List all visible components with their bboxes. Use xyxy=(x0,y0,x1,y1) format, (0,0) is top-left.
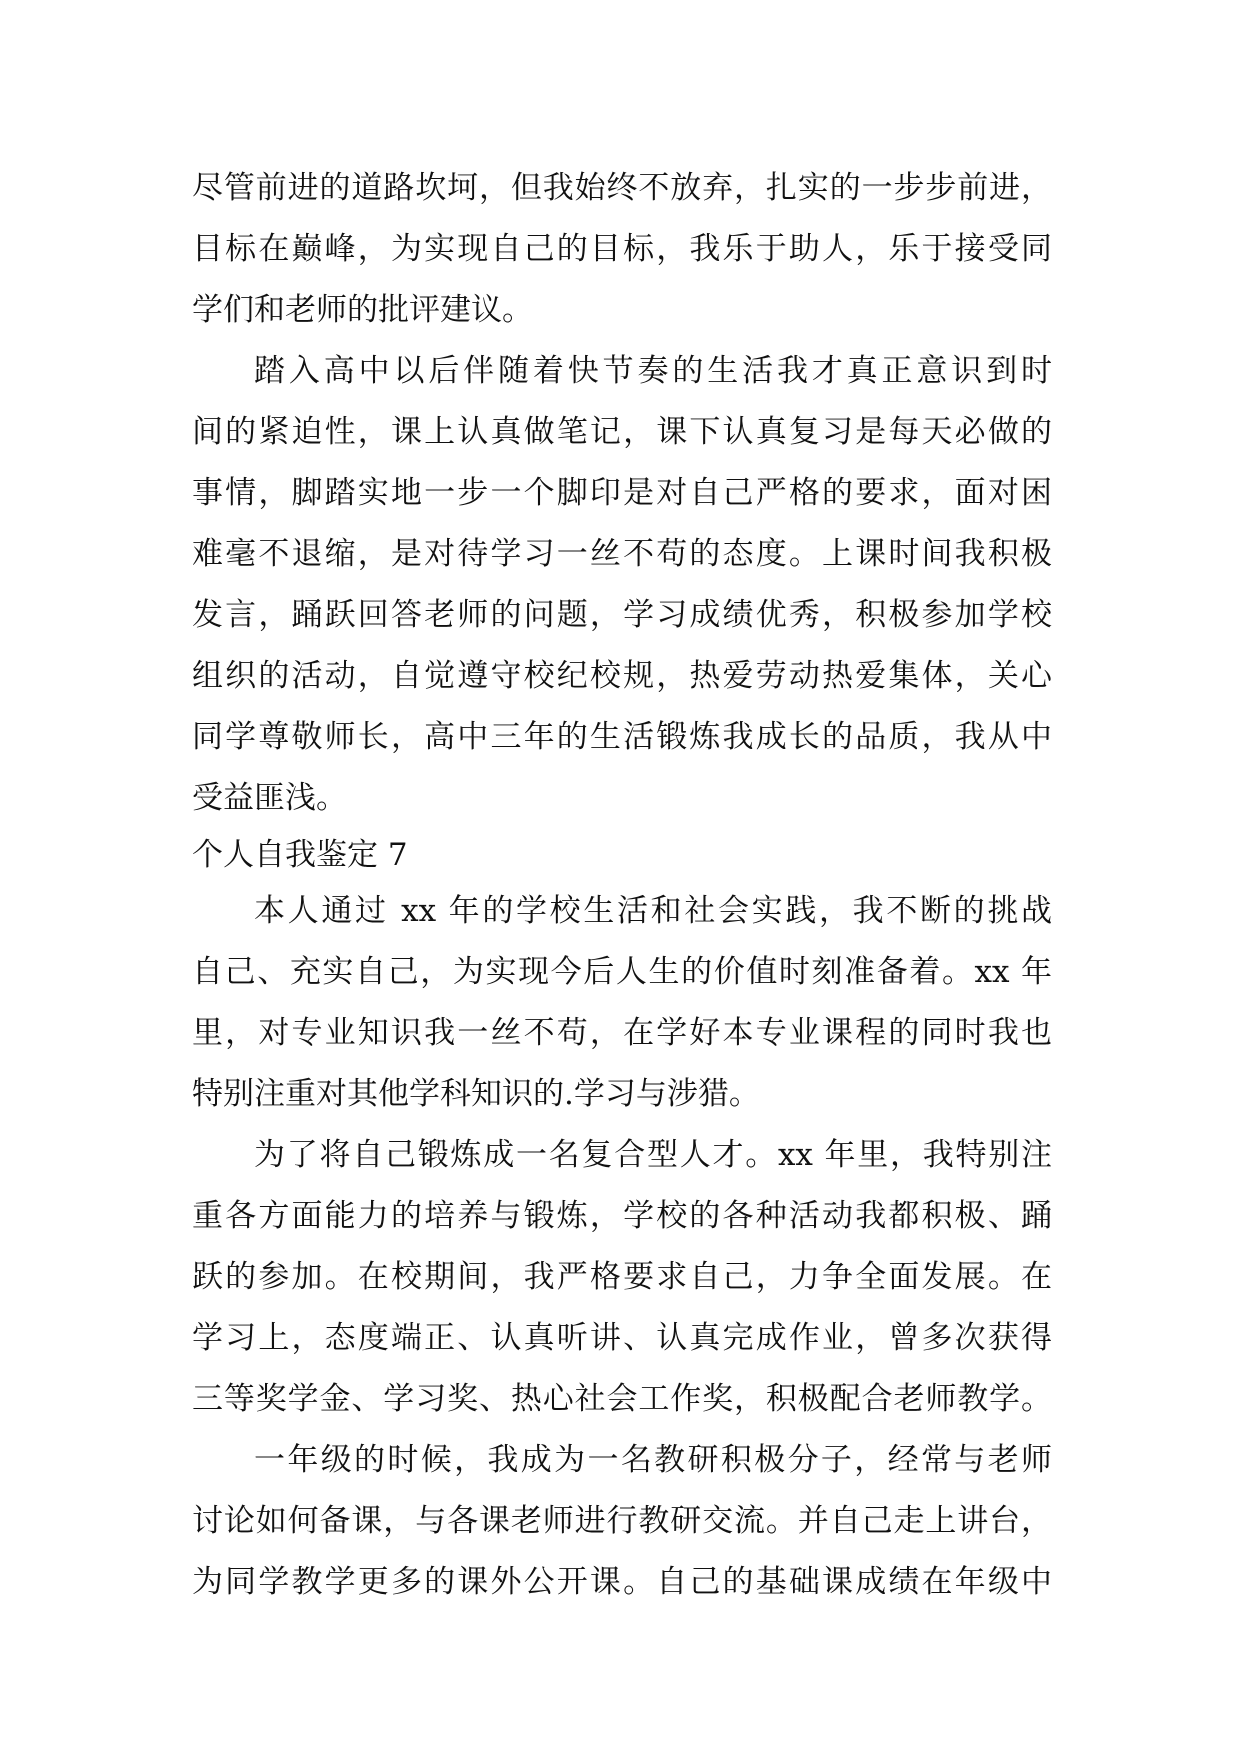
text-line: 学们和老师的批评建议。 xyxy=(192,292,533,328)
text-line: 跃的参加。在校期间，我严格要求自己，力争全面发展。在 xyxy=(192,1259,1052,1295)
text-line: 发言，踊跃回答老师的问题，学习成绩优秀，积极参加学校 xyxy=(192,597,1052,633)
text-line: 组织的活动，自觉遵守校纪校规，热爱劳动热爱集体，关心 xyxy=(192,658,1052,694)
text-line: 本人通过 xx 年的学校生活和社会实践，我不断的挑战 xyxy=(254,893,1052,929)
text-line: 特别注重对其他学科知识的.学习与涉猎。 xyxy=(192,1076,760,1112)
paragraph-4 xyxy=(192,1125,1052,1430)
text-line: 同学尊敬师长，高中三年的生活锻炼我成长的品质，我从中 xyxy=(192,719,1052,755)
text-line: 为同学教学更多的课外公开课。自己的基础课成绩在年级中 xyxy=(192,1564,1052,1600)
text-line: 踏入高中以后伴随着快节奏的生活我才真正意识到时 xyxy=(254,353,1052,389)
text-line: 尽管前进的道路坎坷，但我始终不放弃，扎实的一步步前进， xyxy=(192,170,1052,206)
text-line: 事情，脚踏实地一步一个脚印是对自己严格的要求，面对困 xyxy=(192,475,1052,511)
text-line: 学习上，态度端正、认真听讲、认真完成作业，曾多次获得 xyxy=(192,1320,1052,1356)
paragraph-1 xyxy=(192,158,1052,341)
text-line: 一年级的时候，我成为一名教研积极分子，经常与老师 xyxy=(254,1442,1052,1478)
text-line: 难毫不退缩，是对待学习一丝不苟的态度。上课时间我积极 xyxy=(192,536,1052,572)
text-line: 目标在巅峰，为实现自己的目标，我乐于助人，乐于接受同 xyxy=(192,231,1052,267)
text-line: 自己、充实自己，为实现今后人生的价值时刻准备着。xx 年 xyxy=(192,954,1052,990)
text-line: 里，对专业知识我一丝不苟，在学好本专业课程的同时我也 xyxy=(192,1015,1052,1051)
text-line: 三等奖学金、学习奖、热心社会工作奖，积极配合老师教学。 xyxy=(192,1381,1052,1417)
section-heading: 个人自我鉴定 7 xyxy=(192,837,408,873)
text-line: 间的紧迫性，课上认真做笔记，课下认真复习是每天必做的 xyxy=(192,414,1052,450)
paragraph-2 xyxy=(192,341,1052,829)
document-body xyxy=(192,158,1052,1613)
text-line: 讨论如何备课，与各课老师进行教研交流。并自己走上讲台， xyxy=(192,1503,1052,1539)
text-line: 为了将自己锻炼成一名复合型人才。xx 年里，我特别注 xyxy=(254,1137,1052,1173)
paragraph-5 xyxy=(192,1430,1052,1613)
paragraph-3 xyxy=(192,881,1052,1125)
text-line: 重各方面能力的培养与锻炼，学校的各种活动我都积极、踊 xyxy=(192,1198,1052,1234)
text-line: 受益匪浅。 xyxy=(192,780,347,816)
